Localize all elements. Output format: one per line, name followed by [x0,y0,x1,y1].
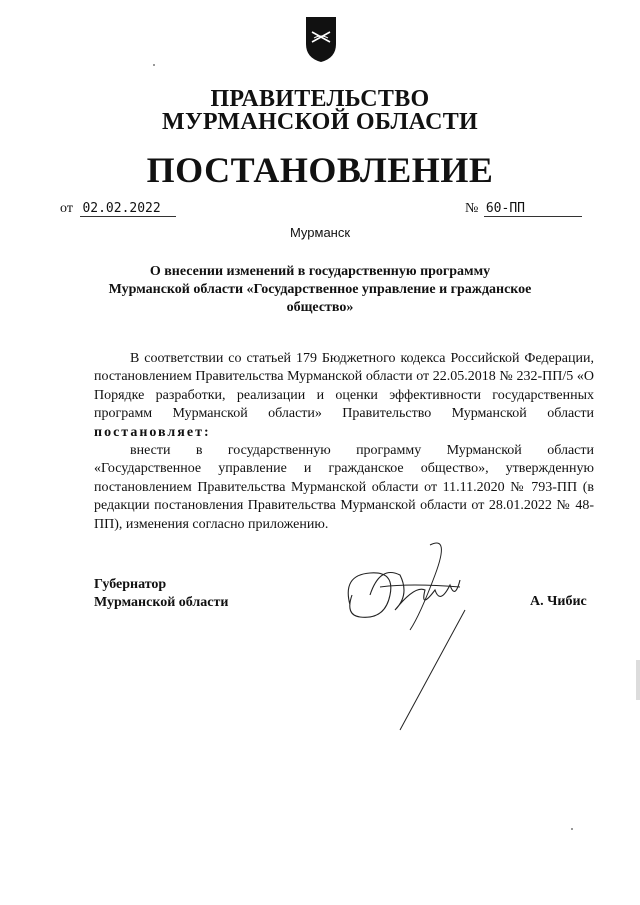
document-subject [100,263,540,317]
handwritten-signature [340,535,480,735]
date-prefix: от [60,201,73,216]
number-prefix: № [465,201,479,216]
city-name: Мурманск [289,225,351,240]
subject-line-2: Мурманской области «Государственное управление и гражданское [108,282,532,297]
body-paragraph-2: внести в государственную программу Мурманской области «Государственное управление и гражданское общество», утвержденную постановлением Правительства Мурманской области от 11.11.2020 № 793-ПП (в редакции постановления Правительства Мурманской области от 28.01.2022 № 48-ПП), изменения согласно приложению. [94,443,594,532]
date-value: 02.02.2022 [80,201,176,217]
scan-speck [571,828,573,830]
subject-line-1: О внесении изменений в государственную программу [149,264,491,279]
signer-title-line-1: Губернатор [94,577,167,592]
organization-name-line-2: МУРМАНСКОЙ ОБЛАСТИ [162,109,478,135]
date-field [60,201,176,217]
scan-speck [153,64,155,66]
scan-edge-mark [636,660,640,700]
number-value: 60-ПП [484,201,582,217]
document-number-field [465,201,582,217]
body-paragraph-1-text: В соответствии со статьей 179 Бюджетного кодекса Российской Федерации, постановлением Правительства Мурманской области от 22.05.2018 № 232-ПП/5 «О Порядке разработки, реализации и оценки эффективности государственных программ Мурманской области» Правительство Мурманской области [94,351,594,422]
signer-name: А. Чибис [530,594,587,609]
organization-name-line-1: ПРАВИТЕЛЬСТВО [210,86,430,112]
body-paragraph-1 [94,350,594,442]
signer-title-line-2: Мурманской области [94,595,229,610]
coat-of-arms-icon [303,14,339,64]
subject-line-3: общество» [286,300,354,315]
signer-title [94,576,228,612]
document-body [94,350,594,534]
decree-keyword: постановляет: [94,424,211,440]
document-type-title: ПОСТАНОВЛЕНИЕ [146,150,494,190]
